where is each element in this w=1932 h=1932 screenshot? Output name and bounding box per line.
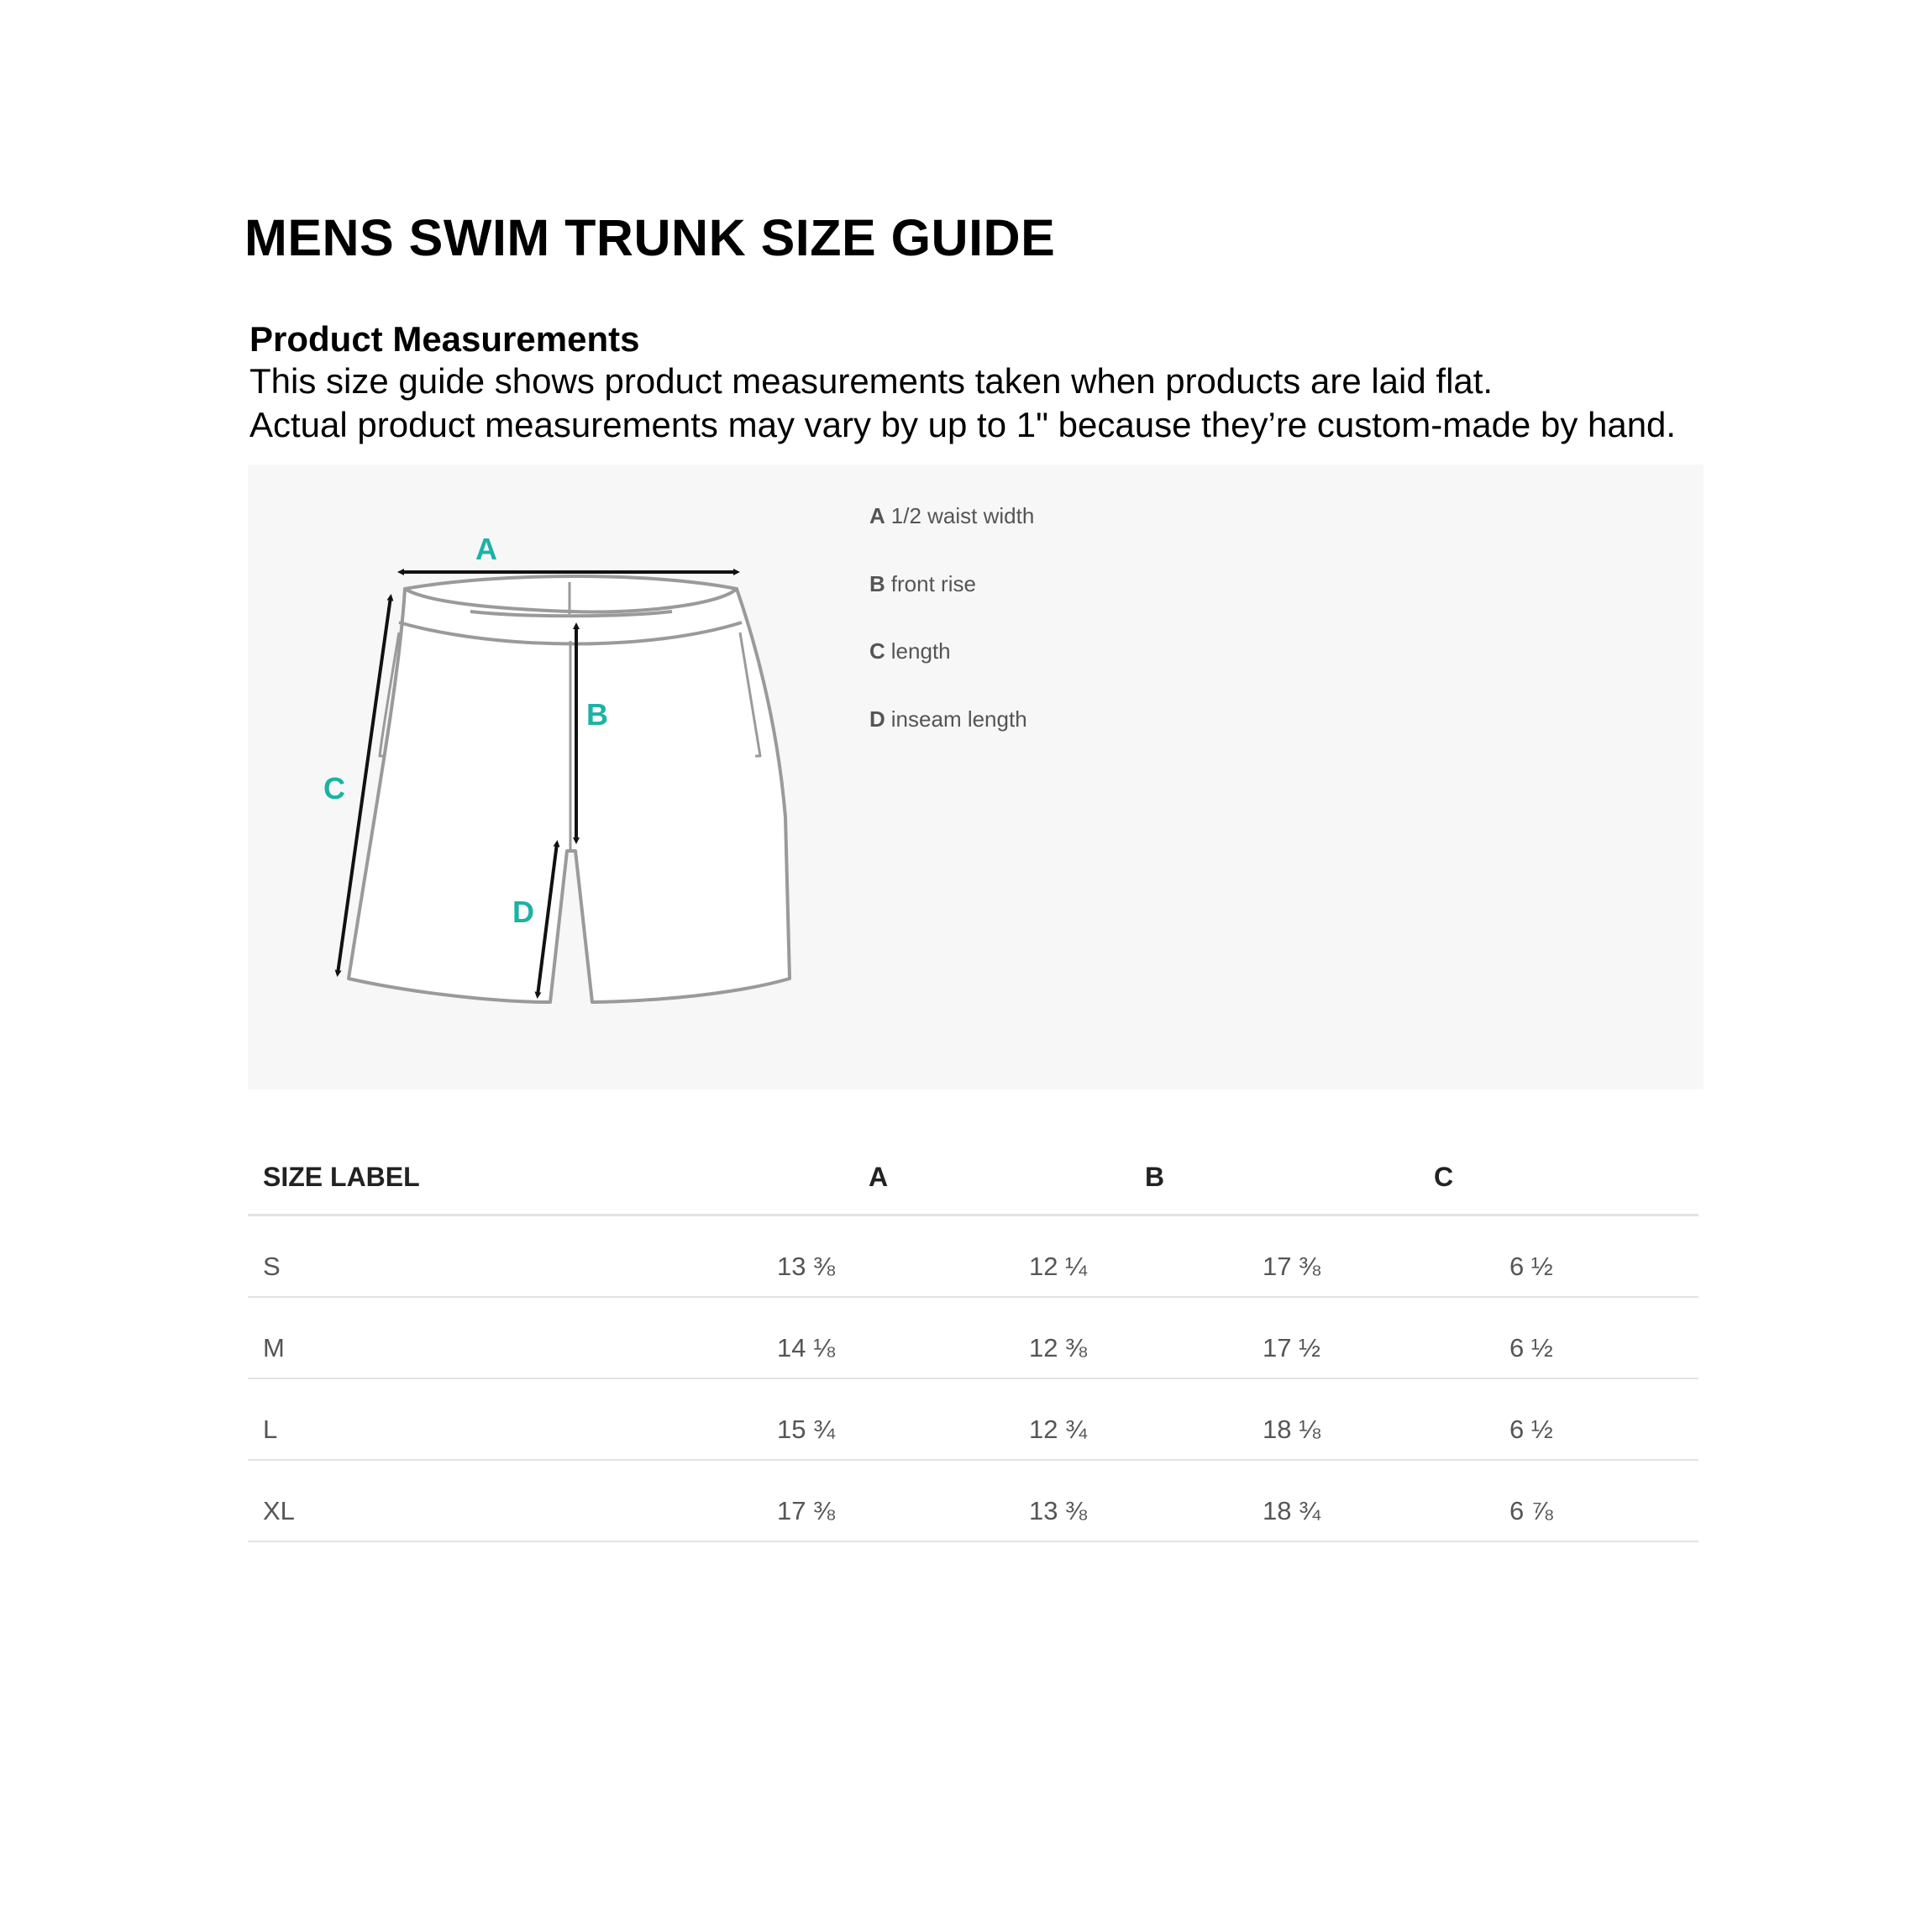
intro-line-1: This size guide shows product measurements taken when products are laid flat. xyxy=(249,361,1494,401)
legend-item-d xyxy=(869,706,1027,732)
size-table xyxy=(248,1147,1698,1542)
cell-d: 6 ½ xyxy=(1509,1252,1553,1281)
page-title: MENS SWIM TRUNK SIZE GUIDE xyxy=(244,209,1056,266)
cell-size: M xyxy=(263,1333,285,1362)
label-b: B xyxy=(586,697,608,732)
cell-b: 12 ⅜ xyxy=(1029,1333,1087,1362)
cell-d: 6 ⅞ xyxy=(1509,1496,1553,1525)
cell-size: L xyxy=(263,1415,278,1444)
header-size-label: SIZE LABEL xyxy=(263,1162,420,1192)
legend-item-b xyxy=(869,571,976,597)
cell-b: 12 ¾ xyxy=(1029,1415,1087,1444)
cell-b: 13 ⅜ xyxy=(1029,1496,1087,1525)
label-d: D xyxy=(512,895,534,929)
cell-size: S xyxy=(263,1252,281,1281)
table-header xyxy=(248,1147,1698,1216)
legend-key: D xyxy=(869,706,885,732)
section-heading: Product Measurements xyxy=(249,319,640,359)
cell-c: 18 ¾ xyxy=(1263,1496,1320,1525)
cell-b: 12 ¼ xyxy=(1029,1252,1087,1281)
legend-text: front rise xyxy=(890,571,976,596)
cell-size: XL xyxy=(263,1496,295,1525)
table-row xyxy=(248,1379,1698,1461)
legend-item-c xyxy=(869,638,951,664)
cell-c: 18 ⅛ xyxy=(1263,1415,1320,1444)
header-b: B xyxy=(1145,1162,1165,1192)
cell-d: 6 ½ xyxy=(1509,1415,1553,1444)
cell-a: 14 ⅛ xyxy=(777,1333,835,1362)
swim-trunk-diagram xyxy=(248,465,1088,1089)
cell-a: 13 ⅜ xyxy=(777,1252,835,1281)
trunk-outline xyxy=(349,576,790,1002)
header-c: C xyxy=(1434,1162,1454,1192)
legend-text: length xyxy=(890,638,951,664)
table-row xyxy=(248,1461,1698,1542)
table-row xyxy=(248,1216,1698,1298)
table-row xyxy=(248,1298,1698,1379)
cell-c: 17 ½ xyxy=(1263,1333,1320,1362)
diagram-panel xyxy=(248,465,1704,1089)
legend-text: 1/2 waist width xyxy=(890,503,1035,528)
label-a: A xyxy=(475,532,497,566)
legend-key: A xyxy=(869,503,885,528)
header-a: A xyxy=(869,1162,889,1192)
cell-c: 17 ⅜ xyxy=(1263,1252,1320,1281)
legend-item-a xyxy=(869,503,1034,529)
legend-key: C xyxy=(869,638,885,664)
cell-a: 15 ¾ xyxy=(777,1415,835,1444)
cell-d: 6 ½ xyxy=(1509,1333,1553,1362)
cell-a: 17 ⅜ xyxy=(777,1496,835,1525)
legend-key: B xyxy=(869,571,885,596)
legend-text: inseam length xyxy=(890,706,1027,732)
intro-line-2: Actual product measurements may vary by up to 1" because they’re custom-made by hand. xyxy=(249,405,1677,444)
label-c: C xyxy=(323,771,345,806)
